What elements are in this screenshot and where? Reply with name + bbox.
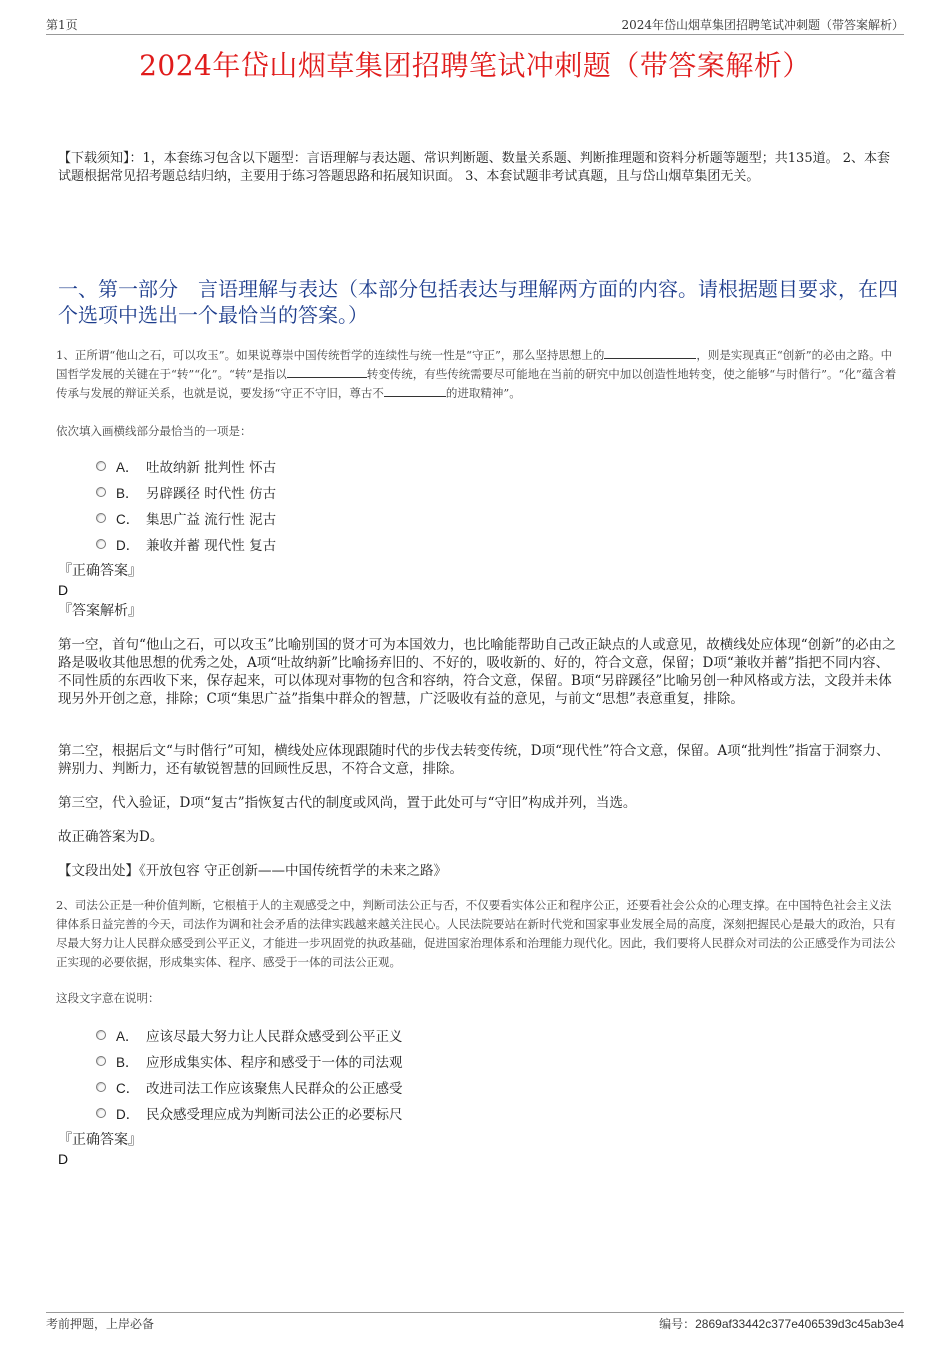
option-a[interactable] xyxy=(96,1022,403,1048)
page-number: 第1页 xyxy=(46,18,78,32)
question-2-options xyxy=(96,1022,403,1126)
question-1-prompt: 依次填入画横线部分最恰当的一项是： xyxy=(56,424,252,438)
option-letter: B． xyxy=(116,1055,139,1070)
document-title: 2024年岱山烟草集团招聘笔试冲刺题（带答案解析） xyxy=(139,49,811,82)
option-text: 兼收并蓄 现代性 复古 xyxy=(146,538,277,554)
radio-icon[interactable] xyxy=(96,1030,106,1040)
code-label: 编号： xyxy=(659,1317,696,1331)
document-code xyxy=(659,1315,904,1332)
analysis-paragraph-2: 第二空，根据后文“与时偕行”可知，横线处应体现跟随时代的步伐去转变传统，D项“现代性”符合文意，保留。A项“批判性”指富于洞察力、辨别力、判断力，还有敏锐智慧的回顾性反思，不符合文意，排除。 xyxy=(58,743,890,777)
question-1-options xyxy=(96,453,276,557)
fill-blank-2 xyxy=(287,365,367,378)
option-letter: B． xyxy=(116,486,139,501)
option-letter: A． xyxy=(116,460,139,475)
question-2-prompt: 这段文字意在说明： xyxy=(56,991,160,1005)
radio-icon[interactable] xyxy=(96,1056,106,1066)
question-2-text: 2、司法公正是一种价值判断，它根植于人的主观感受之中，判断司法公正与否，不仅要看实体公正和程序公正，还要看社会公众的心理支撑。在中国特色社会主义法律体系日益完善的今天，司法作为调和社会矛盾的法律实践越来越关注民心。人民法院要站在新时代党和国家事业发展全局的高度，深刻把握民心是最大的政治，只有尽最大努力让人民群众感受到公平正义，才能进一步巩固党的执政基础，促进国家治理体系和治理能力现代化。因此，我们要将人民群众对司法的公正感受作为司法公正实现的必要依据，形成集实体、程序、感受于一体的司法公正观。 xyxy=(56,898,896,969)
option-a[interactable] xyxy=(96,453,276,479)
download-notice: 【下载须知】：1，本套练习包含以下题型：言语理解与表达题、常识判断题、数量关系题、判断推理题和资料分析题等题型；共135道。 2、本套试题根据常见招考题总结归纳，主要用于练习答题思路和拓展知识面。 3、本套试题非考试真题，且与岱山烟草集团无关。 xyxy=(58,151,890,184)
answer-label: 『正确答案』 xyxy=(58,563,142,579)
option-text: 应形成集实体、程序和感受于一体的司法观 xyxy=(146,1055,403,1071)
question-1-text-part2: ，则是实现真正“创新”的必由之路。中国哲学发展的关键在于“转”“化”。“转”是指以 xyxy=(56,348,893,381)
header-doc-title: 2024年岱山烟草集团招聘笔试冲刺题（带答案解析） xyxy=(621,18,904,32)
option-text: 应该尽最大努力让人民群众感受到公平正义 xyxy=(146,1029,403,1045)
option-d[interactable] xyxy=(96,1100,403,1126)
option-letter: A． xyxy=(116,1029,139,1044)
page-header xyxy=(46,14,904,35)
option-text: 集思广益 流行性 泥古 xyxy=(146,512,277,528)
option-letter: C． xyxy=(116,1081,140,1096)
option-text: 另辟蹊径 时代性 仿古 xyxy=(146,486,277,502)
radio-icon[interactable] xyxy=(96,539,106,549)
question-1-text-part1: 1、正所谓“他山之石，可以攻玉”。如果说尊崇中国传统哲学的连续性与统一性是“守正”，那么坚持思想上的 xyxy=(56,348,605,362)
option-d[interactable] xyxy=(96,531,276,557)
source-citation: 【文段出处】《开放包容 守正创新——中国传统哲学的未来之路》 xyxy=(58,863,448,879)
section-heading: 一、第一部分 言语理解与表达（本部分包括表达与理解两方面的内容。请根据题目要求，在四个选项中选出一个最恰当的答案。） xyxy=(58,277,898,327)
radio-icon[interactable] xyxy=(96,1108,106,1118)
answer-label: 『正确答案』 xyxy=(58,1132,142,1148)
answer-value: D xyxy=(58,582,69,598)
page-footer xyxy=(46,1312,904,1333)
question-1-text-part3: 转变传统，有些传统需要尽可能地在当前的研究中加以创造性地转变，使之能够“与时偕行”。“化”蕴含着传承与发展的辩证关系，也就是说，要发扬“守正不守旧，尊古不 xyxy=(56,367,897,400)
answer-value: D xyxy=(58,1151,69,1167)
option-c[interactable] xyxy=(96,505,276,531)
analysis-conclusion: 故正确答案为D。 xyxy=(58,829,164,845)
question-1-text-part4: 的进取精神”。 xyxy=(445,386,521,400)
radio-icon[interactable] xyxy=(96,461,106,471)
analysis-label: 『答案解析』 xyxy=(58,603,142,619)
footer-slogan: 考前押题，上岸必备 xyxy=(46,1317,155,1331)
option-b[interactable] xyxy=(96,1048,403,1074)
fill-blank-1 xyxy=(604,346,696,359)
option-c[interactable] xyxy=(96,1074,403,1100)
option-letter: C． xyxy=(116,512,140,527)
radio-icon[interactable] xyxy=(96,1082,106,1092)
option-text: 民众感受理应成为判断司法公正的必要标尺 xyxy=(146,1107,403,1123)
option-b[interactable] xyxy=(96,479,276,505)
code-value: 2869af33442c377e406539d3c45ab3e4 xyxy=(695,1317,904,1331)
option-letter: D． xyxy=(116,538,140,553)
question-1-text xyxy=(56,346,902,403)
radio-icon[interactable] xyxy=(96,487,106,497)
option-text: 改进司法工作应该聚焦人民群众的公正感受 xyxy=(146,1081,403,1097)
analysis-paragraph-3: 第三空，代入验证，D项“复古”指恢复古代的制度或风尚，置于此处可与“守旧”构成并列，当选。 xyxy=(58,795,637,811)
fill-blank-3 xyxy=(384,384,446,397)
analysis-paragraph-1: 第一空，首句“他山之石，可以攻玉”比喻别国的贤才可为本国效力，也比喻能帮助自己改正缺点的人或意见，故横线处应体现“创新”的必由之路是吸收其他思想的优秀之处，A项“吐故纳新”比喻扬弃旧的、不好的，吸收新的、好的，符合文意，保留；D项“兼收并蓄”指把不同内容、不同性质的东西收下来，保存起来，可以体现对事物的包含和容纳，符合文意，保留。B项“另辟蹊径”比喻另创一种风格或方法，文段并未体现另外开创之意，排除；C项“集思广益”指集中群众的智慧，广泛吸收有益的意见，与前文“思想”表意重复，排除。 xyxy=(58,637,896,707)
option-text: 吐故纳新 批判性 怀古 xyxy=(146,460,277,476)
option-letter: D． xyxy=(116,1107,140,1122)
radio-icon[interactable] xyxy=(96,513,106,523)
